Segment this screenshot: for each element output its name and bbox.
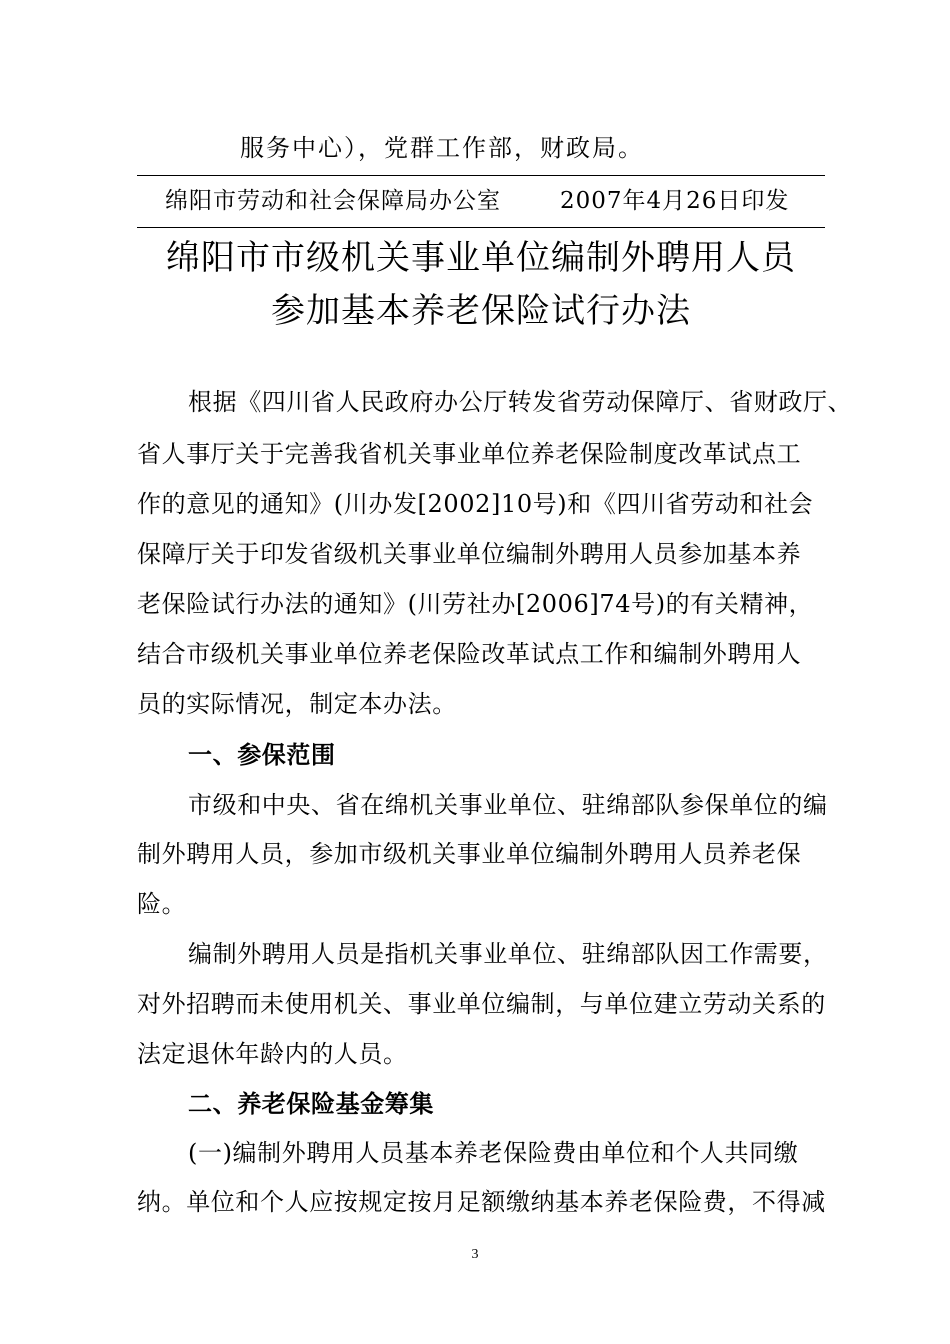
distribution-list-tail: 服务中心），党群工作部，财政局。 (240, 134, 644, 162)
section1-para1-line: 市级和中央、省在绵机关事业单位、驻绵部队参保单位的编 (188, 791, 828, 819)
section1-para2-line: 编制外聘用人员是指机关事业单位、驻绵部队因工作需要， (188, 940, 828, 968)
section1-para1-line: 险。 (137, 890, 187, 918)
intro-line: 员的实际情况，制定本办法。 (137, 690, 457, 718)
intro-line: 保障厅关于印发省级机关事业单位编制外聘用人员参加基本养 (137, 540, 802, 568)
intro-line: 作的意见的通知》(川办发[2002]10号)和《四川省劳动和社会 (137, 490, 814, 518)
intro-line: 根据《四川省人民政府办公厅转发省劳动保障厅、省财政厅、 (188, 388, 853, 416)
section2-para1-line: (一)编制外聘用人员基本养老保险费由单位和个人共同缴 (188, 1139, 799, 1167)
top-divider (137, 175, 825, 176)
section1-para1-line: 制外聘用人员，参加市级机关事业单位编制外聘用人员养老保 (137, 840, 802, 868)
issuing-office: 绵阳市劳动和社会保障局办公室 (165, 188, 501, 214)
section-heading-coverage: 一、参保范围 (188, 741, 336, 769)
section1-para2-line: 对外招聘而未使用机关、事业单位编制，与单位建立劳动关系的 (137, 990, 826, 1018)
intro-line: 结合市级机关事业单位养老保险改革试点工作和编制外聘用人 (137, 640, 802, 668)
intro-line: 省人事厅关于完善我省机关事业单位养老保险制度改革试点工 (137, 440, 802, 468)
document-title-line-1: 绵阳市市级机关事业单位编制外聘用人员 (166, 238, 796, 278)
intro-line: 老保险试行办法的通知》(川劳社办[2006]74号)的有关精神， (137, 590, 814, 618)
bottom-divider (137, 227, 825, 228)
document-title-line-2: 参加基本养老保险试行办法 (271, 291, 691, 331)
section-heading-fund-raising: 二、养老保险基金筹集 (188, 1090, 434, 1118)
page-number: 3 (471, 1247, 479, 1262)
section2-para1-line: 纳。单位和个人应按规定按月足额缴纳基本养老保险费，不得减 (137, 1188, 826, 1216)
issue-date: 2007年4月26日印发 (560, 188, 790, 214)
section1-para2-line: 法定退休年龄内的人员。 (137, 1040, 408, 1068)
